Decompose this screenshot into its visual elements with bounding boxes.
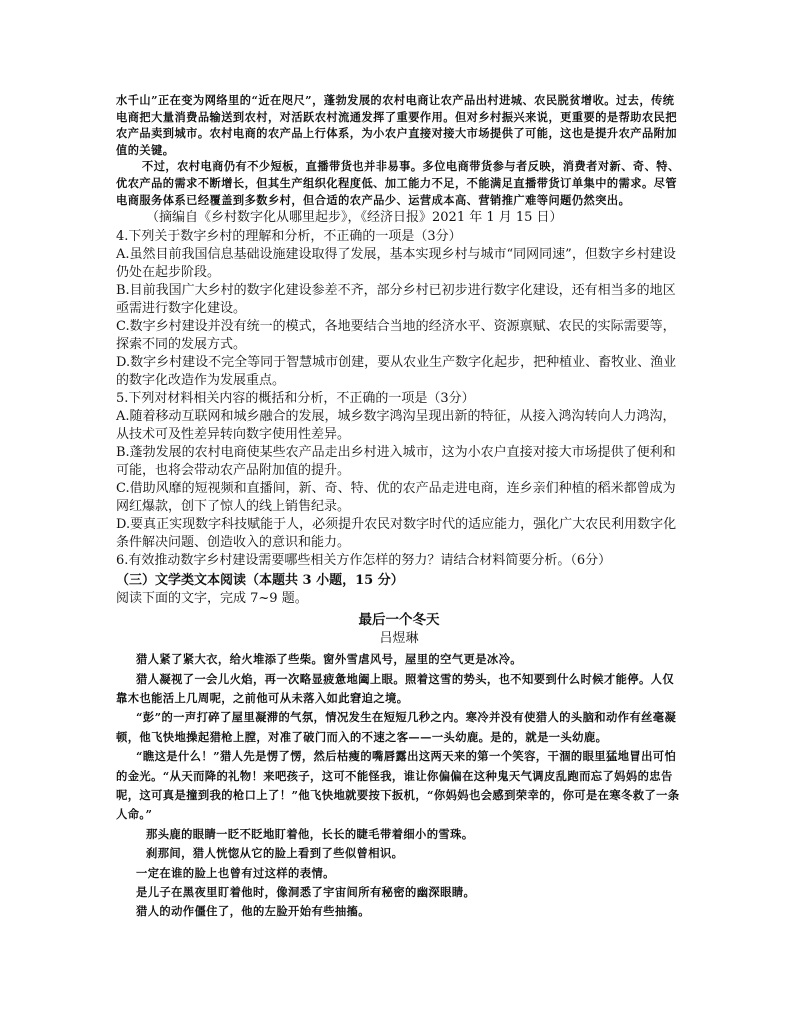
story-title: 最后一个冬天	[358, 612, 440, 629]
story-author: 吕煜琳	[379, 631, 419, 647]
document-page	[116, 92, 682, 922]
story-paragraph: 一定在谁的脸上也曾有过这样的表情。	[136, 865, 335, 880]
article-paragraph: 不过，农村电商仍有不少短板，直播带货也并非易事。多位电商带货参与者反映，消费者对新、奇、特、优农产品的需求不断增长，但其生产组织化程度低、加工能力不足，不能满足直播带货订单集中的需求。尽管电商服务体系已经覆盖到多数乡村，但合适的农产品少、运营成本高、营销推广难等问题仍然突出。	[116, 159, 680, 207]
article-source: （摘编自《乡村数字化从哪里起步》，《经济日报》2021 年 1 月 15 日）	[146, 210, 563, 226]
question-5-option-b: B.蓬勃发展的农村电商使某些农产品走出乡村进入城市，这为小农户直接对接大市场提供了便利和可能，也将会带动农产品附加值的提升。	[116, 445, 676, 479]
story-paragraph: 那头鹿的眼睛一眨不眨地盯着他，长长的睫毛带着细小的雪珠。	[146, 826, 474, 841]
question-5-stem: 5.下列对材料相关内容的概括和分析，不正确的一项是（3分）	[116, 391, 475, 407]
story-paragraph: “瞧这是什么！”猎人先是愣了愣，然后枯瘦的嘴唇露出这两天来的第一个笑容，干涸的眼里猛地冒出可怕的金光。“从天而降的礼物！来吧孩子，这可不能怪我，谁让你偏偏在这种鬼天气调皮乱跑而忘了妈妈的忠告呢，这可真是撞到我的枪口上了！”他飞快地就要按下扳机，“你妈妈也会感到荣幸的，你可是在寒冬救了一条人命。”	[116, 749, 680, 822]
question-5-option-a: A.随着移动互联网和城乡融合的发展，城乡数字鸿沟呈现出新的特征，从接入鸿沟转向人力鸿沟，从技术可及性差异转向数字使用性差异。	[116, 409, 676, 443]
story-paragraph: 猎人的动作僵住了，他的左脸开始有些抽搐。	[136, 904, 370, 919]
question-4-option-b: B.目前我国广大乡村的数字化建设参差不齐，部分乡村已初步进行数字化建设，还有相当多的地区亟需进行数字化建设。	[116, 283, 676, 317]
question-5-option-c: C.借助风靡的短视频和直播间，新、奇、特、优的农产品走进电商，连乡亲们种植的稻米都曾成为网红爆款，创下了惊人的线上销售纪录。	[116, 481, 676, 515]
question-4-stem: 4.下列关于数字乡村的理解和分析，不正确的一项是（3分）	[116, 229, 462, 245]
story-paragraph: 刹那间，猎人恍惚从它的脸上看到了些似曾相识。	[146, 846, 404, 861]
question-4-option-d: D.数字乡村建设不完全等同于智慧城市创建，要从农业生产数字化起步，把种植业、畜牧业、渔业的数字化改造作为发展重点。	[116, 355, 677, 389]
story-paragraph: 猎人紧了紧大衣，给火堆添了些柴。窗外雪虐风号，屋里的空气更是冰冷。	[136, 652, 523, 667]
story-paragraph: 猎人凝视了一会儿火焰，再一次略显疲惫地阖上眼。照着这雪的势头，也不知要到什么时候才能停。人仅靠木也能活上几周呢，之前他可从未落入如此窘迫之境。	[116, 671, 675, 705]
story-body	[116, 650, 682, 922]
question-6: 6.有效推动数字乡村建设需要哪些相关方作怎样的努力？请结合材料简要分析。（6分）	[116, 553, 612, 569]
question-4-option-c: C.数字乡村建设并没有统一的模式，各地要结合当地的经济水平、资源禀赋、农民的实际需要等，探索不同的发展方式。	[116, 319, 676, 353]
story-paragraph: “彭”的一声打碎了屋里凝滞的气氛，情况发生在短短几秒之内。寒冷并没有使猎人的头脑和动作有丝毫凝顿，他飞快地操起猎枪上膛，对准了破门而入的不速之客——一头幼鹿。是的，就是一头幼鹿。	[116, 710, 677, 744]
article-paragraph: 水千山”正在变为网络里的“近在咫尺”，蓬勃发展的农村电商让农产品出村进城、农民脱贫增收。过去，传统电商把大量消费品输送到农村，对活跃农村流通发挥了重要作用。但对乡村振兴来说，更重要的是帮助农民把农产品卖到城市。农村电商的农产品上行体系，为小农户直接对接大市场提供了可能，这也是提升农产品附加值的关键。	[116, 93, 678, 157]
question-4-option-a: A.虽然目前我国信息基础设施建设取得了发展，基本实现乡村与城市“同网同速”，但数字乡村建设仍处在起步阶段。	[116, 247, 676, 281]
section-heading: （三）文学类文本阅读（本题共 3 小题，15 分）	[116, 573, 404, 589]
question-5-option-d: D.要真正实现数字科技赋能于人，必须提升农民对数字时代的适应能力，强化广大农民利用数字化条件解决问题、创造收入的意识和能力。	[116, 517, 677, 551]
section-instruction: 阅读下面的文字，完成 7~9 题。	[116, 591, 308, 607]
story-paragraph: 是儿子在黑夜里盯着他时，像洞悉了宇宙间所有秘密的幽深眼睛。	[136, 885, 476, 900]
